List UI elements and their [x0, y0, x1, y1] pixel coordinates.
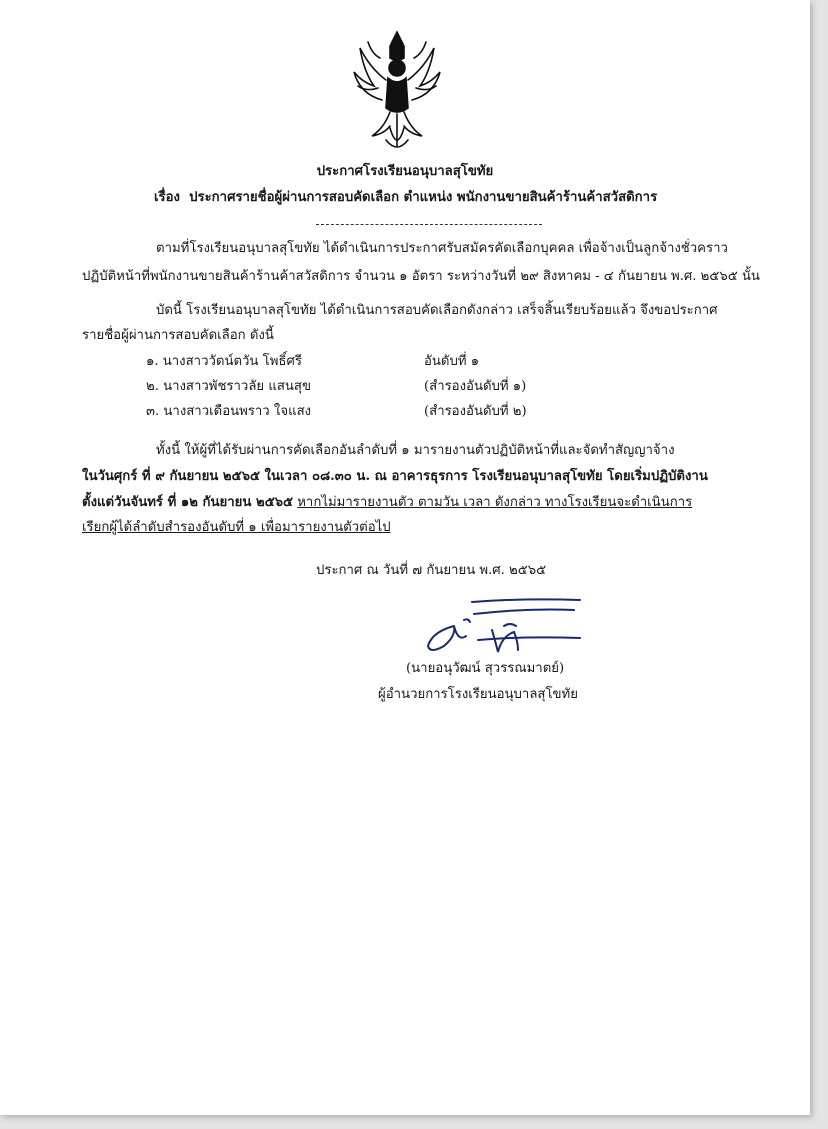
start-date-text: ตั้งแต่วันจันทร์ ที่ ๑๒ กันยายน ๒๕๖๕ — [82, 495, 294, 510]
title-separator — [316, 224, 542, 225]
candidate-2-name: ๒. นางสาวพัชราวลัย แสนสุข — [146, 379, 311, 394]
garuda-emblem-icon — [350, 28, 444, 156]
candidate-3-rank: (สำรองอันดับที่ ๒) — [424, 404, 527, 419]
paragraph-3-line-1: ทั้งนี้ ให้ผู้ที่ได้รับผ่านการคัดเลือกอันลำดับที่ ๑ มารายงานตัวปฏิบัติหน้าที่และจัดทำสัญญาจ้าง — [156, 443, 675, 458]
paragraph-1-line-1: ตามที่โรงเรียนอนุบาลสุโขทัย ได้ดำเนินการประกาศรับสมัครคัดเลือกบุคคล เพื่อจ้างเป็นลูกจ้างชั่วคราว — [156, 241, 728, 256]
signer-name: (นายอนุวัฒน์ สุวรรณมาตย์) — [406, 661, 565, 676]
paragraph-3-line-4: เรียกผู้ได้ลำดับสำรองอันดับที่ ๑ เพื่อมารายงานตัวต่อไป — [82, 520, 391, 535]
signature-icon — [414, 596, 584, 660]
subject-line — [154, 189, 657, 207]
paragraph-3-line-3 — [82, 494, 692, 512]
candidate-2-rank: (สำรองอันดับที่ ๑) — [424, 379, 527, 394]
subject-label: เรื่อง — [154, 190, 180, 205]
paragraph-1-line-2: ปฏิบัติหน้าที่พนักงานขายสินค้าร้านค้าสวัสดิการ จำนวน ๑ อัตรา ระหว่างวันที่ ๒๙ สิงหาคม - ๔ กันยายน พ.ศ. ๒๕๖๕ นั้น — [82, 269, 760, 284]
subject-text: ประกาศรายชื่อผู้ผ่านการสอบคัดเลือก ตำแหน่ง พนักงานขายสินค้าร้านค้าสวัสดิการ — [189, 190, 658, 205]
candidate-3-name: ๓. นางสาวเดือนพราว ใจแสง — [146, 404, 312, 419]
candidate-1-rank: อันดับที่ ๑ — [424, 354, 480, 369]
paragraph-3-line-2: ในวันศุกร์ ที่ ๙ กันยายน ๒๕๖๕ ในเวลา ๐๘.๓๐ น. ณ อาคารธุรการ โรงเรียนอนุบาลสุโขทัย โดยเริ่มปฏิบัติงาน — [82, 469, 708, 484]
paragraph-2-line-1: บัดนี้ โรงเรียนอนุบาลสุโขทัย ได้ดำเนินการสอบคัดเลือกดังกล่าว เสร็จสิ้นเรียบร้อยแล้ว จึงขอประกาศ — [156, 303, 718, 318]
paragraph-2-line-2: รายชื่อผู้ผ่านการสอบคัดเลือก ดังนี้ — [82, 328, 274, 343]
document-title: ประกาศโรงเรียนอนุบาลสุโขทัย — [316, 164, 494, 179]
warning-text: หากไม่มารายงานตัว ตามวัน เวลา ดังกล่าว ทางโรงเรียนจะดำเนินการ — [297, 495, 693, 510]
signer-position: ผู้อำนวยการโรงเรียนอนุบาลสุโขทัย — [378, 687, 578, 702]
candidate-1-name: ๑. นางสาววัตน์ตวัน โพธิ์ศรี — [146, 354, 302, 369]
announce-date: ประกาศ ณ วันที่ ๗ กันยายน พ.ศ. ๒๕๖๕ — [316, 563, 547, 578]
